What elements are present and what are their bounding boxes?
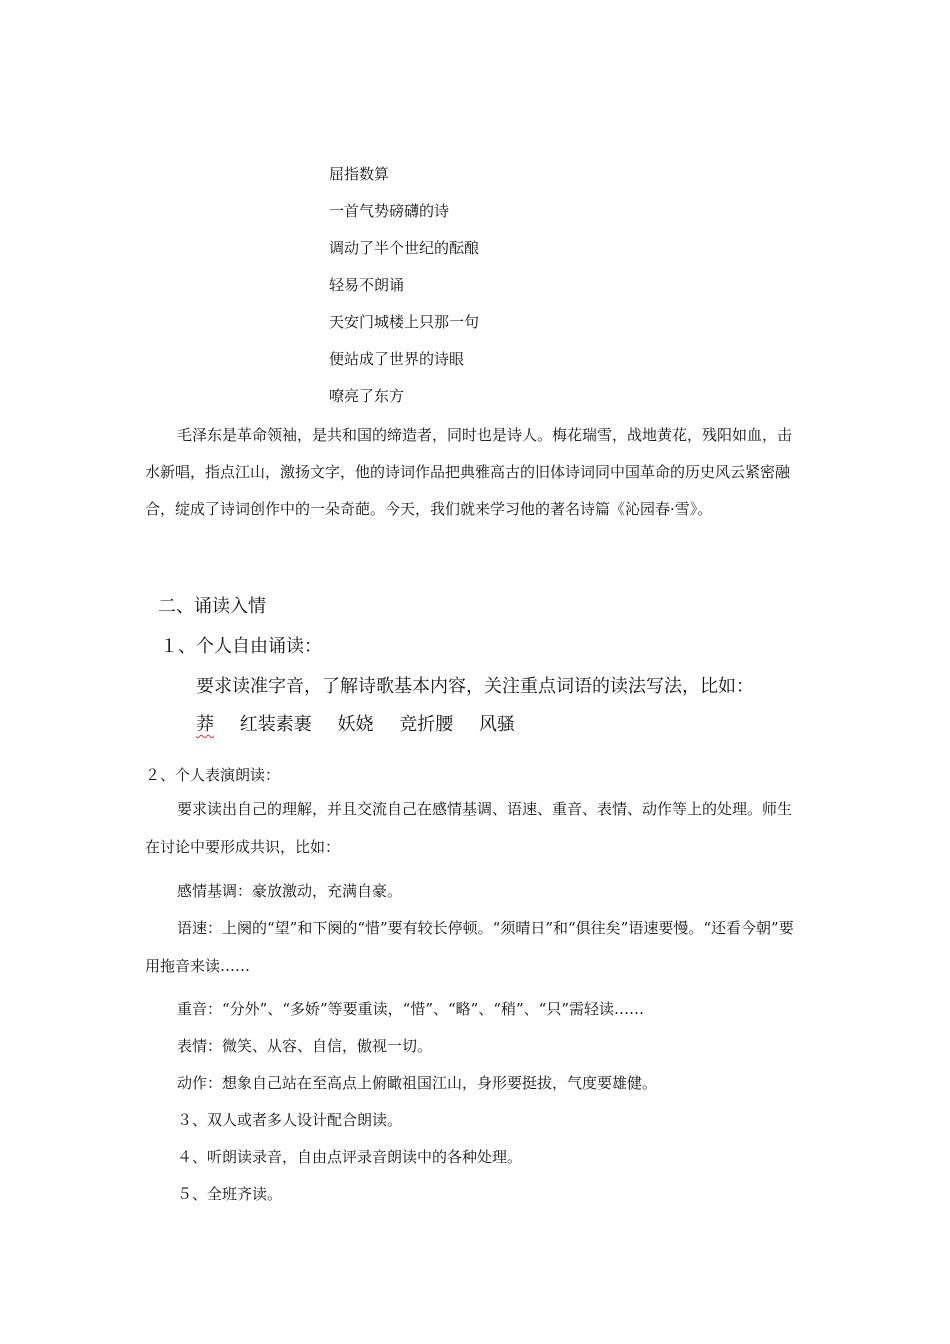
item-4: ４、听朗读录音，自由点评录音朗读中的各种处理。 (177, 1148, 523, 1166)
stress-line: 重音：“分外”、“多娇”等要重读，“惜”、“略”、“稍”、“只”需轻读…… (177, 1000, 645, 1018)
key-word: 红装素裹 (239, 714, 312, 735)
key-word: 莽 (196, 714, 214, 735)
section-heading: 二、诵读入情 (158, 596, 266, 617)
poem-line: 天安门城楼上只那一句 (329, 313, 480, 331)
key-word: 妖娆 (337, 714, 374, 735)
key-word: 竞折腰 (399, 714, 454, 735)
poem-line: 一首气势磅礴的诗 (329, 202, 450, 220)
item-1-title: １、个人自由诵读： (160, 636, 322, 657)
speed-line: 语速：上阕的“望”和下阕的“惜”要有较长停顿。“须晴日”和“俱往矣”语速要慢。“还看今朝”要用拖音来读…… (145, 919, 794, 975)
item-2-requirement: 要求读出自己的理解，并且交流自己在感情基调、语速、重音、表情、动作等上的处理。师生在讨论中要形成共识，比如： (145, 800, 793, 856)
item-2-title: ２、个人表演朗读： (145, 766, 281, 784)
expression-line: 表情：微笑、从容、自信，傲视一切。 (177, 1037, 433, 1055)
emotion-line: 感情基调：豪放激动，充满自豪。 (177, 882, 403, 900)
poem-line: 嘹亮了东方 (329, 387, 405, 405)
poem-line: 轻易不朗诵 (329, 276, 405, 294)
poem-block (329, 160, 479, 419)
poem-line: 便站成了世界的诗眼 (329, 350, 465, 368)
poem-line: 调动了半个世纪的酝酿 (329, 239, 480, 257)
action-line: 动作：想象自己站在至高点上俯瞰祖国江山，身形要挺拔，气度要雄健。 (177, 1074, 658, 1092)
key-word: 风骚 (478, 714, 515, 735)
item-5: ５、全班齐读。 (177, 1185, 283, 1203)
poem-line: 屈指数算 (329, 165, 390, 183)
item-1-requirement: 要求读准字音，了解诗歌基本内容，关注重点词语的读法写法，比如： (196, 676, 754, 697)
key-words (196, 712, 535, 738)
item-3: ３、双人或者多人设计配合朗读。 (177, 1111, 403, 1129)
intro-paragraph: 毛泽东是革命领袖，是共和国的缔造者，同时也是诗人。梅花瑞雪，战地黄花，残阳如血，击水新唱，指点江山，激扬文字，他的诗词作品把典雅高古的旧体诗词同中国革命的历史风云紧密融合，绽成了诗词创作中的一朵奇葩。今天，我们就来学习他的著名诗篇《沁园春·雪》。 (145, 426, 793, 518)
